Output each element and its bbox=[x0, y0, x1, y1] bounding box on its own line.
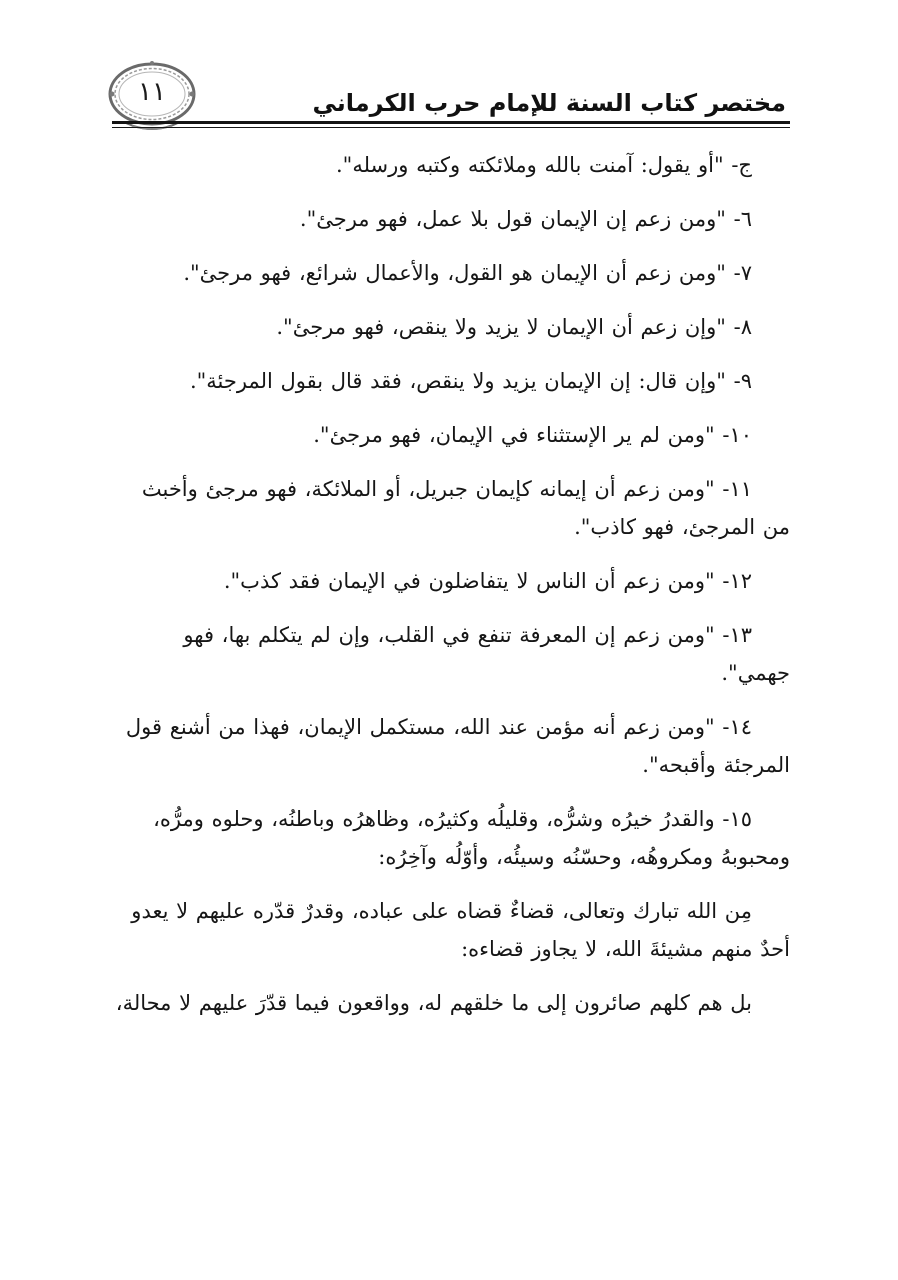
page-body bbox=[110, 146, 790, 1038]
paragraph: ٦- "ومن زعم إن الإيمان قول بلا عمل، فهو مرجئ". bbox=[299, 207, 752, 231]
paragraph: ٨- "وإن زعم أن الإيمان لا يزيد ولا ينقص، فهو مرجئ". bbox=[276, 315, 752, 339]
paragraph: مِن الله تبارك وتعالى، قضاءٌ قضاه على عباده، وقدرٌ قدّره عليهم لا يعدو أحدٌ منهم مشيئةَ الله، لا يجاوز قضاءه: bbox=[131, 899, 790, 961]
paragraph: ١٤- "ومن زعم أنه مؤمن عند الله، مستكمل الإيمان، فهذا من أشنع قول المرجئة وأقبحه". bbox=[125, 715, 790, 777]
book-title: مختصر كتاب السنة للإمام حرب الكرماني bbox=[312, 89, 786, 117]
paragraph: بل هم كلهم صائرون إلى ما خلقهم له، وواقعون فيما قدّرَ عليهم لا محالة، bbox=[115, 991, 752, 1015]
paragraph: ١٢- "ومن زعم أن الناس لا يتفاضلون في الإيمان فقد كذب". bbox=[223, 569, 752, 593]
paragraph: ١١- "ومن زعم أن إيمانه كإيمان جبريل، أو الملائكة، فهو مرجئ وأخبث من المرجئ، فهو كاذب". bbox=[141, 477, 790, 539]
paragraph: ج- "أو يقول: آمنت بالله وملائكته وكتبه ورسله". bbox=[335, 153, 752, 177]
paragraph: ١٠- "ومن لم ير الإستثناء في الإيمان، فهو مرجئ". bbox=[313, 423, 752, 447]
header-rule-thick bbox=[112, 121, 790, 124]
paragraph: ٧- "ومن زعم أن الإيمان هو القول، والأعمال شرائع، فهو مرجئ". bbox=[183, 261, 752, 285]
page-number: ١١ bbox=[138, 77, 166, 107]
header-rule-thin bbox=[112, 127, 790, 128]
paragraph: ٩- "وإن قال: إن الإيمان يزيد ولا ينقص، فقد قال بقول المرجئة". bbox=[189, 369, 752, 393]
page-header bbox=[0, 0, 898, 140]
paragraph: ١٣- "ومن زعم إن المعرفة تنفع في القلب، وإن لم يتكلم بها، فهو جهمي". bbox=[183, 623, 790, 685]
paragraph: ١٥- والقدرُ خيرُه وشرُّه، وقليلُه وكثيرُه، وظاهرُه وباطنُه، وحلوه ومرُّه، ومحبوبهُ ومكروهُه، وحسّنُه وسيئُه، وأوّلُه وآخِرُه: bbox=[153, 807, 790, 869]
